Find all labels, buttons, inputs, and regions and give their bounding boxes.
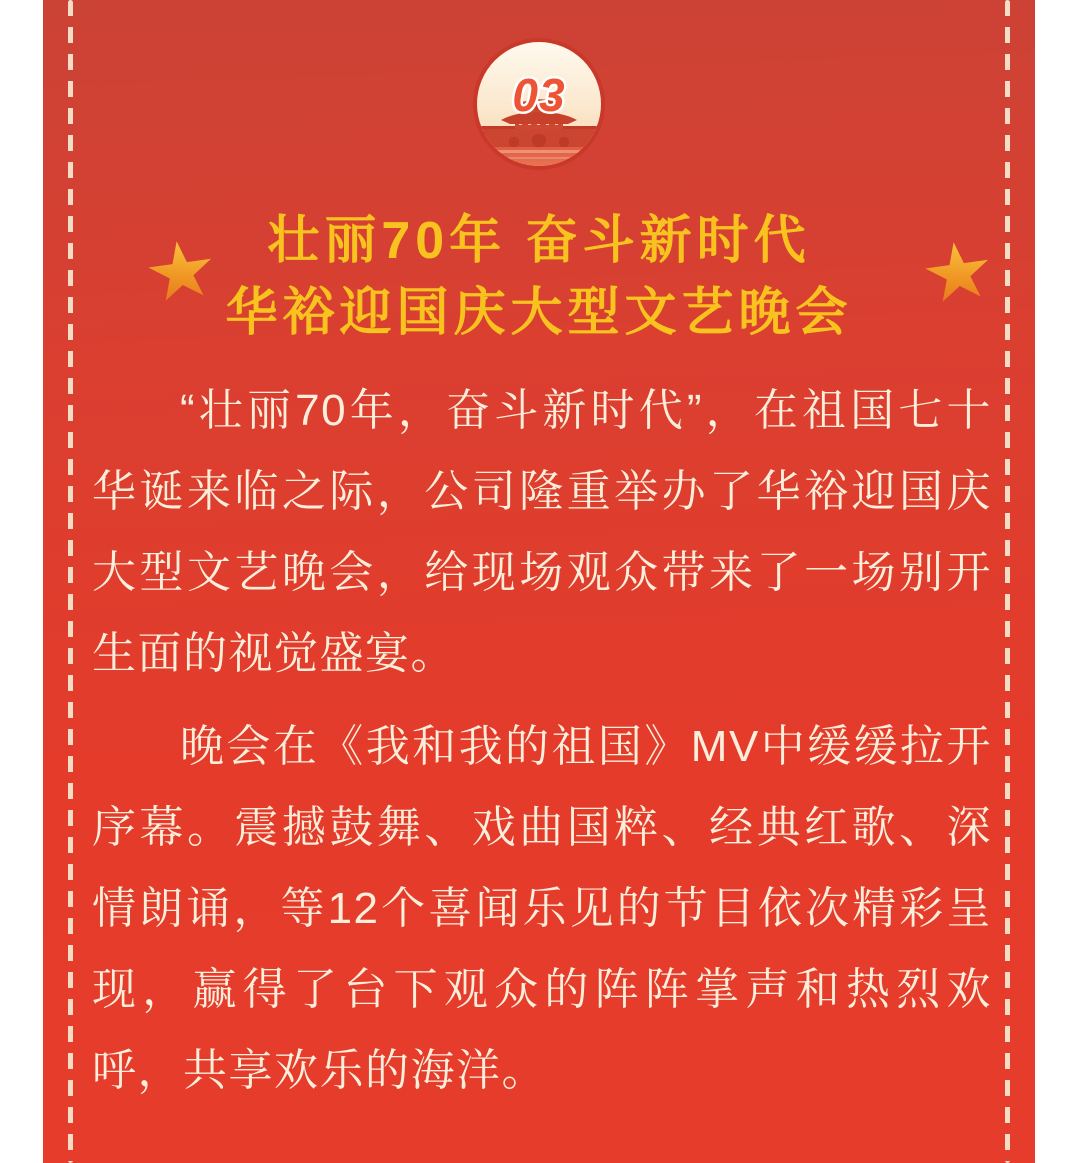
section-number-badge [471, 36, 607, 172]
left-dashed-border [68, 0, 73, 1163]
right-dashed-border [1005, 0, 1010, 1163]
tiananmen-gate-icon [471, 36, 607, 172]
title-line-1: 壮丽70年 奋斗新时代 [267, 212, 811, 270]
badge-number: 03 [512, 69, 566, 121]
section-title [43, 205, 1035, 349]
title-line-2: 华裕迎国庆大型文艺晚会 [225, 284, 853, 342]
article-paragraph-2: 晚会在《我和我的祖国》MV中缓缓拉开序幕。震撼鼓舞、戏曲国粹、经典红歌、深情朗诵，等12个喜闻乐见的节目依次精彩呈现，赢得了台下观众的阵阵掌声和热烈欢呼，共享欢乐的海洋。 [92, 722, 992, 1095]
red-panel [43, 0, 1035, 1163]
article-paragraph-1: “壮丽70年，奋斗新时代”，在祖国七十华诞来临之际，公司隆重举办了华裕迎国庆大型文艺晚会，给现场观众带来了一场别开生面的视觉盛宴。 [92, 386, 992, 678]
article-body [92, 370, 992, 1111]
